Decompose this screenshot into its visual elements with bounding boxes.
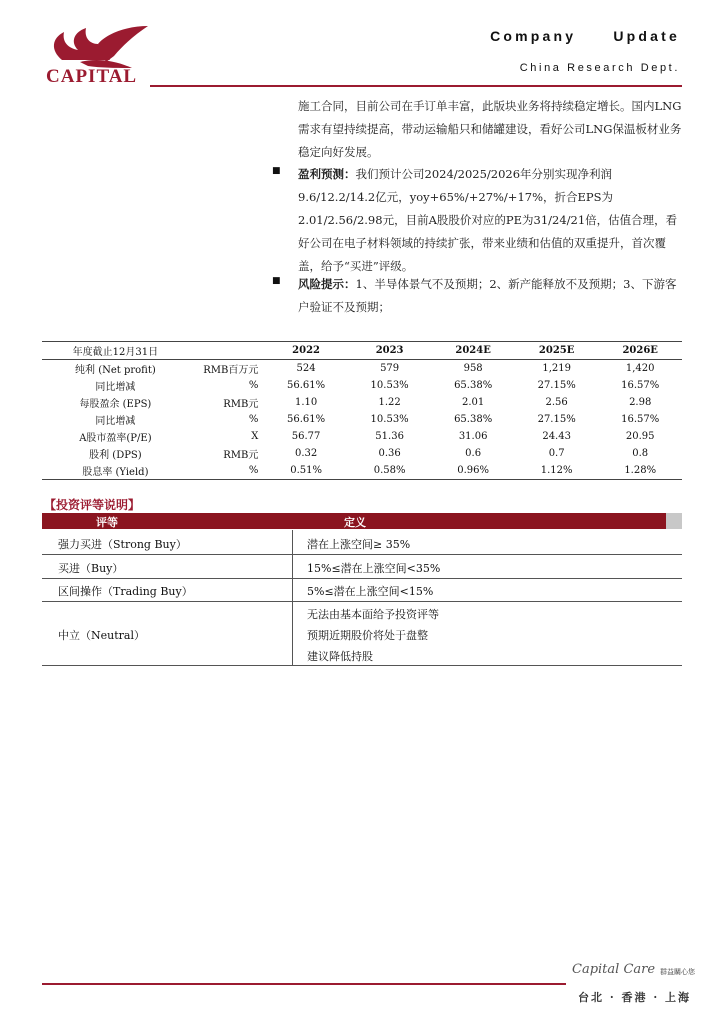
table-cell: 579 (380, 363, 400, 374)
header-unit (189, 342, 265, 360)
table-cell: 56.77 (291, 431, 321, 442)
table-cell: 0.96% (431, 462, 515, 480)
bullet-square-icon: ■ (272, 276, 281, 286)
risk-paragraph (298, 273, 682, 319)
table-cell: 1,420 (625, 363, 655, 374)
table-cell: 56.61% (287, 414, 326, 425)
table-cell: 0.58% (348, 462, 432, 480)
table-cell: 65.38% (454, 380, 493, 391)
earnings-forecast-text: 我们预计公司2024/2025/2026年分别实现净利润9.6/12.2/14.2亿元，yoy+65%/+27%/+17%，折合EPS为2.01/2.56/2.98元，目前A股股价对应的PE为31/24/21倍，估值合理，看好公司在电子材料领域的持续扩张，带来业绩和估值的双重提升，首次覆盖，给予“买进”评级。 (298, 167, 678, 273)
header-year: 2022 (264, 342, 348, 360)
rating-row (42, 579, 682, 602)
department-name: China Research Dept. (519, 62, 680, 74)
row-label: 每股盈余 (EPS) (79, 399, 152, 410)
table-row (42, 394, 682, 411)
definition-column-header: 定义 (344, 516, 366, 529)
table-cell: 24.43 (542, 431, 571, 442)
table-cell: 0.32 (294, 448, 318, 459)
footer-brand-chinese: 群益關心您 (660, 968, 695, 976)
row-unit: RMB元 (223, 399, 259, 410)
rating-row (42, 602, 682, 666)
table-cell: 0.6 (465, 448, 482, 459)
financial-summary-table (42, 341, 682, 480)
footer-cities: 台北 · 香港 · 上海 (578, 991, 691, 1004)
table-row (42, 462, 682, 480)
table-cell: 10.53% (370, 380, 409, 391)
table-cell: 2.98 (629, 397, 652, 408)
table-row (42, 445, 682, 462)
rating-name: 中立（Neutral） (58, 629, 145, 642)
continued-paragraph: 施工合同，目前公司在手订单丰富，此版块业务将持续稳定增长。国内LNG需求有望持续提高，带动运输船只和储罐建设，看好公司LNG保温板材业务稳定向好发展。 (298, 99, 682, 159)
table-cell: 56.61% (287, 380, 326, 391)
rating-definition: 无法由基本面给予投资评等 (307, 608, 439, 621)
row-label: 同比增减 (95, 416, 136, 427)
table-row (42, 377, 682, 394)
footer-brand: Capital Care (572, 962, 656, 977)
rating-column-header: 评等 (96, 516, 118, 529)
table-cell: 31.06 (458, 431, 488, 442)
rating-definition: 潜在上涨空间≥ 35% (307, 538, 411, 551)
rating-row (42, 555, 682, 579)
bullet-square-icon: ■ (272, 166, 281, 176)
table-cell: 51.36 (375, 431, 404, 442)
row-unit: % (189, 462, 265, 480)
header-fiscal-year: 年度截止12月31日 (42, 342, 189, 360)
row-unit: RMB百万元 (203, 365, 259, 376)
header-divider (150, 85, 682, 87)
table-cell: 10.53% (370, 414, 409, 425)
table-cell: 0.51% (264, 462, 348, 480)
rating-definition: 建议降低持股 (307, 650, 373, 663)
row-unit: % (248, 380, 259, 391)
rating-column-divider (292, 530, 293, 666)
table-cell: 2.01 (462, 397, 485, 408)
table-cell: 1.28% (598, 462, 682, 480)
earnings-forecast-paragraph (298, 163, 682, 278)
table-cell: 16.57% (621, 414, 660, 425)
table-row (42, 428, 682, 445)
row-label: A股市盈率(P/E) (79, 433, 152, 444)
rating-name: 区间操作（Trading Buy） (58, 585, 193, 598)
header-year: 2026E (598, 342, 682, 360)
rating-name: 买进（Buy） (58, 562, 124, 575)
table-cell: 1.22 (378, 397, 401, 408)
table-cell: 1,219 (542, 363, 571, 374)
row-label: 股利 (DPS) (89, 450, 142, 461)
table-cell: 2.56 (545, 397, 568, 408)
table-header-row (42, 342, 682, 360)
table-cell: 27.15% (537, 414, 576, 425)
table-cell: 16.57% (621, 380, 660, 391)
row-unit: RMB元 (223, 450, 259, 461)
row-unit: % (248, 414, 259, 425)
logo-wordmark: CAPITAL (46, 66, 138, 87)
row-label: 纯利 (Net profit) (75, 365, 156, 376)
header-year: 2025E (515, 342, 599, 360)
table-row (42, 411, 682, 428)
rating-definition: 5%≤潜在上涨空间<15% (307, 585, 434, 598)
table-cell: 1.10 (294, 397, 318, 408)
header-year: 2024E (431, 342, 515, 360)
table-cell: 0.36 (378, 448, 401, 459)
table-cell: 958 (463, 363, 483, 374)
document-type: Company Update (490, 28, 680, 44)
risk-text: 1、半导体景气不及预期；2、新产能释放不及预期；3、下游客户验证不及预期； (298, 277, 677, 314)
table-cell: 65.38% (454, 414, 493, 425)
table-cell: 524 (296, 363, 316, 374)
table-cell: 20.95 (625, 431, 655, 442)
row-unit: X (251, 431, 259, 442)
row-label: 同比增减 (95, 382, 136, 393)
table-cell: 1.12% (515, 462, 599, 480)
table-cell: 0.7 (548, 448, 565, 459)
footer-divider (42, 983, 566, 985)
rating-row (42, 530, 682, 555)
rating-definition: 预期近期股价将处于盘整 (307, 629, 428, 642)
table-row (42, 360, 682, 378)
row-label: 股息率 (Yield) (42, 462, 189, 480)
rating-definition: 15%≤潜在上涨空间<35% (307, 562, 441, 575)
table-cell: 27.15% (537, 380, 576, 391)
table-cell: 0.8 (632, 448, 649, 459)
earnings-forecast-lead: 盈利预测： (298, 167, 356, 181)
rating-name: 强力买进（Strong Buy） (58, 538, 187, 551)
rating-section-title: 【投资评等说明】 (44, 498, 141, 512)
risk-lead: 风险提示： (298, 277, 356, 291)
header-year: 2023 (348, 342, 432, 360)
rating-header-bar-end (666, 513, 682, 529)
